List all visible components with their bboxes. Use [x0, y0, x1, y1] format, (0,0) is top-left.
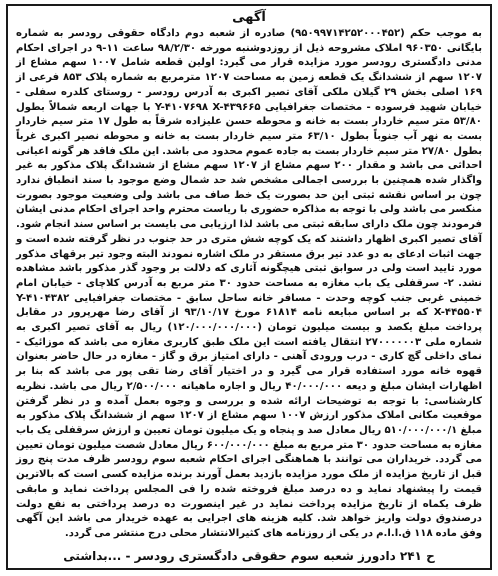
notice-signature: ح ۲۴۱ دادورز شعبه سوم حقوقی دادگستری رودسر - ...بداشتی: [63, 549, 435, 563]
legal-notice-box: [6, 4, 492, 570]
notice-title: آگهی: [232, 10, 266, 25]
notice-body: به موجب حکم (۹۵۰۹۹۷۱۴۲۵۲۰۰۰۴۵۲) صادره از شعبه دوم دادگاه حقوقی رودسر به شماره بایگانی ۹۶۰۳۵۰ املاک مشروحه ذیل از روزدوشنبه مورخه ۹۸/۲/۳۰ ساعت ۱۱-۹ در اجرای احکام مدنی دادگستری رودسر مورد مزایده قرار می گیرد: اولین قطعه شامل ۱۰۰۷ سهم مشاع از ۱۲۰۷ سهم از ششدانگ یک قطعه زمین به مساحت ۱۲۰۷ مترمربع به شماره پلاک ۸۵۳ فرعی از ۱۶۹ اصلی بخش ۲۹ گیلان ملکی آقای تصیر اکبری به آدرس رودسر - روستای کلدره سفلی - خیابان شهید فرسوده - مختصات جغرافیایی Y-۴۱۰۷۶۹۸ X-۴۳۹۶۶۵ با جهات اربعه شمالاً بطول ۵۳/۸۰ متر سیم خاردار بست به خانه و محوطه حسن علیزاده شرقاً به طول ۱۷ متر سیم خاردار بست به نهر آب جنوباً بطول ۶۳/۱۰ متر سیم خاردار بست به خانه و محوطه نصیر اکبری غرباً بطول ۲۷/۸۰ متر سیم خاردار بست به جاده عموم محدود می باشد. این ملک فاقد هر گونه اعیانی احداثی می باشد و مقدار ۲۰۰ سهم مشاع از ۱۲۰۷ سهم مشاع از ششدانگ پلاک مذکور به غیر واگذار شده همچنین با بررسی اجمالی مشخص شد حد شمال وضع موجود با سند انطباق ندارد چون بر اساس نقشه ثبتی این حد بصورت یک خط صاف می باشد ولی وضعیت موجود بصورت منکسر می باشد ولی با توجه به مذاکره حضوری با ریاست محترم واحد اجرای احکام مدنی ایشان فرمودند چون ملک دارای سابقه ثبتی می باشد لذا ارزیابی می بایست بر اساس سند انجام شود. آقای تصیر اکبری اظهار داشتند که یک کوچه شش متری در حد جنوب در نظر گرفته شده است و جهت اثبات ادعای به دو عدد تیر برق مستقر در ملک اشاره نمودند البته وجود تیر برقهای مذکور مورد تایید است ولی در سوابق ثبتی هیچگونه آثاری که دلالت بر وجود گذر مذکور باشد مشاهده نشد. ۲- سرقفلی یک باب مغازه به مساحت حدود ۳۰ متر مربع به آدرس کلاچای - خیابان امام خمینی غربی جنب کوچه وحدت - مسافر خانه ساحل سابق - مختصات جغرافیایی Y-۴۱۰۴۳۸۲ X-۴۴۵۵۰۴ که بر اساس مبایعه نامه ۶۱۸۱۴ مورخ ۹۳/۱۰/۱۷ از آقای رضا مهرپرور در مقابل پرداخت مبلغ یکصد و بیست میلیون تومان (۱۲۰/۰۰۰/۰۰۰/۰۰۰) ریال به آقای تصیر اکبری به شماره ملی ۲۷۰۰۰۰۰۰۳ انتقال یافته است این ملک طبق کاربری مغازه می باشد که موزائیک - نمای داخلی گچ کاری - درب ورودی آهنی - دارای امتیاز برق و گاز - مغازه در حال حاضر بعنوان قهوه خانه مورد استفاده قرار می گیرد و در اختیار آقای رضا تقی پور می باشد که بنا بر اظهارات ایشان مبلغ و دیعه ۴۰/۰۰۰/۰۰۰ ریال و اجاره ماهیانه ۲/۵۰۰/۰۰۰ ریال می باشد. نظریه کارشناسی: با توجه به توضیحات ارائه شده و بررسی و وجوه بعمل آمده و در نظر گرفتن موقعیت مکانی املاک مذکور ارزش ۱۰۰۷ سهم مشاع از ۱۲۰۷ سهم از ششدانگ پلاک مذکور به مبلغ ۵۱۰/۰۰۰/۰۰۰/۱ ریال معادل صد و پنجاه و یک میلیون تومان تعیین و ارزش سرقفلی یک باب مغازه به مساحت حدود ۳۰ متر مربع به مبلغ ۶۰۰/۰۰۰/۰۰۰ ریال معادل شصت میلیون تومان تعیین می گردد. خریداران می توانند با هماهنگی اجرای احکام شعبه سوم رودسر ظرف مدت پنج روز قبل از تاریخ مزایده از ملک مورد مزایده بازدید بعمل آورند برنده مزایده کسی است که بالاترین قیمت را پیشنهاد نماید و ده درصد مبلغ فروخته شده را فی المجلس پرداخت نماید و مابقی ظرف یکماه از تاریخ مزایده پرداخت نماید در غیر اینصورت ده درصد پرداختی به نفع دولت درصندوق دولت واریز خواهد شد. کلیه هزینه های اجرایی به عهده خریدار می باشد این آگهی وفق ماده ۱۱۸ ق.ا.ا.م در یکی از روزنامه های کثیرالانتشار محلی درج منتشر می گردد.: [16, 28, 483, 539]
